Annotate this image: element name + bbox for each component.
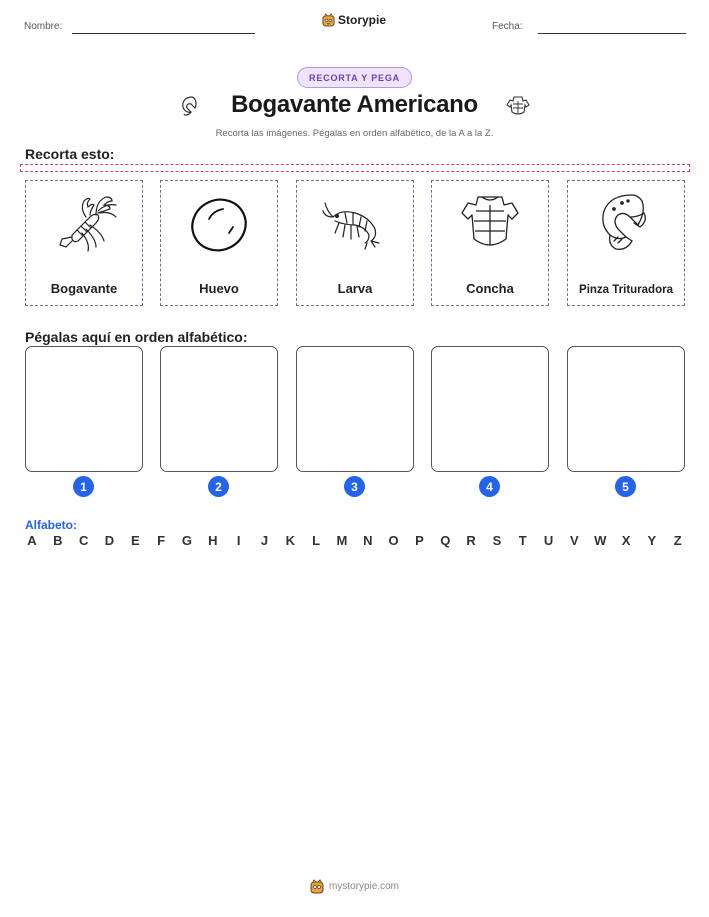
alphabet-letter: S — [492, 533, 502, 548]
alphabet-letter: V — [570, 533, 579, 548]
cut-card-shell[interactable] — [431, 180, 549, 306]
slot-number-badge: 4 — [479, 476, 500, 497]
name-line — [72, 33, 255, 34]
storypie-footer-logo-icon — [310, 879, 324, 894]
alphabet-letter: F — [157, 533, 166, 548]
shell-title-icon — [505, 94, 531, 118]
alphabet-letter: L — [312, 533, 321, 548]
card-label: Pinza Trituradora — [579, 284, 673, 296]
footer — [0, 879, 709, 894]
date-line — [538, 33, 686, 34]
cut-card-lobster[interactable] — [25, 180, 143, 306]
armor-shell-icon — [456, 189, 524, 257]
cut-card-egg[interactable] — [160, 180, 278, 306]
brand-logo — [322, 13, 386, 27]
alphabet-letter: O — [388, 533, 399, 548]
cut-card-larva[interactable] — [296, 180, 414, 306]
card-label: Bogavante — [50, 281, 118, 296]
instructions: Recorta las imágenes. Pégalas en orden alfabético, de la A a la Z. — [215, 128, 494, 139]
alphabet-label: Alfabeto: — [25, 518, 77, 532]
cut-section-label: Recorta esto: — [25, 146, 115, 162]
alphabet-letter: W — [594, 533, 607, 548]
alphabet-letter: R — [466, 533, 476, 548]
alphabet-letter: X — [621, 533, 631, 548]
alphabet-letter: U — [543, 533, 554, 548]
card-label: Huevo — [199, 281, 239, 296]
paste-box-1[interactable] — [25, 346, 143, 472]
alphabet-letter: H — [208, 533, 218, 548]
cut-guide-line — [20, 164, 690, 172]
slot-number-badge: 5 — [615, 476, 636, 497]
alphabet-row — [25, 533, 685, 548]
paste-box-4[interactable] — [431, 346, 549, 472]
card-label: Concha — [466, 281, 514, 296]
storypie-logo-icon — [322, 13, 335, 27]
paste-box-2[interactable] — [160, 346, 278, 472]
worksheet-header — [0, 0, 709, 44]
crusher-claw-icon — [592, 189, 660, 257]
alphabet-letter: K — [285, 533, 295, 548]
egg-icon — [185, 189, 253, 257]
alphabet-letter: C — [78, 533, 89, 548]
alphabet-letter: G — [181, 533, 193, 548]
activity-tag: RECORTA Y PEGA — [297, 67, 412, 88]
name-label: Nombre: — [24, 21, 63, 32]
alphabet-letter: T — [518, 533, 527, 548]
brand-name: Storypie — [338, 13, 387, 27]
alphabet-letter: N — [363, 533, 373, 548]
alphabet-letter: M — [336, 533, 348, 548]
date-label: Fecha: — [492, 21, 523, 32]
slot-number-badge: 3 — [344, 476, 365, 497]
cut-card-crusher-claw[interactable] — [567, 180, 685, 306]
alphabet-letter: A — [27, 533, 37, 548]
slot-number-badge: 1 — [73, 476, 94, 497]
alphabet-letter: Z — [673, 533, 682, 548]
shrimp-larva-icon — [321, 189, 389, 257]
card-label: Larva — [337, 281, 373, 296]
paste-box-3[interactable] — [296, 346, 414, 472]
alphabet-letter: E — [130, 533, 140, 548]
alphabet-letter: P — [415, 533, 424, 548]
footer-site: mystorypie.com — [328, 881, 399, 892]
alphabet-letter: Y — [647, 533, 657, 548]
lobster-icon — [50, 189, 118, 257]
alphabet-letter: B — [53, 533, 63, 548]
slot-number-badge: 2 — [208, 476, 229, 497]
alphabet-letter: Q — [440, 533, 451, 548]
worksheet-title: Bogavante Americano — [231, 91, 478, 118]
paste-box-5[interactable] — [567, 346, 685, 472]
alphabet-letter: I — [236, 533, 241, 548]
alphabet-letter: D — [104, 533, 115, 548]
alphabet-letter: J — [260, 533, 269, 548]
paste-section-label: Pégalas aquí en orden alfabético: — [25, 329, 248, 345]
